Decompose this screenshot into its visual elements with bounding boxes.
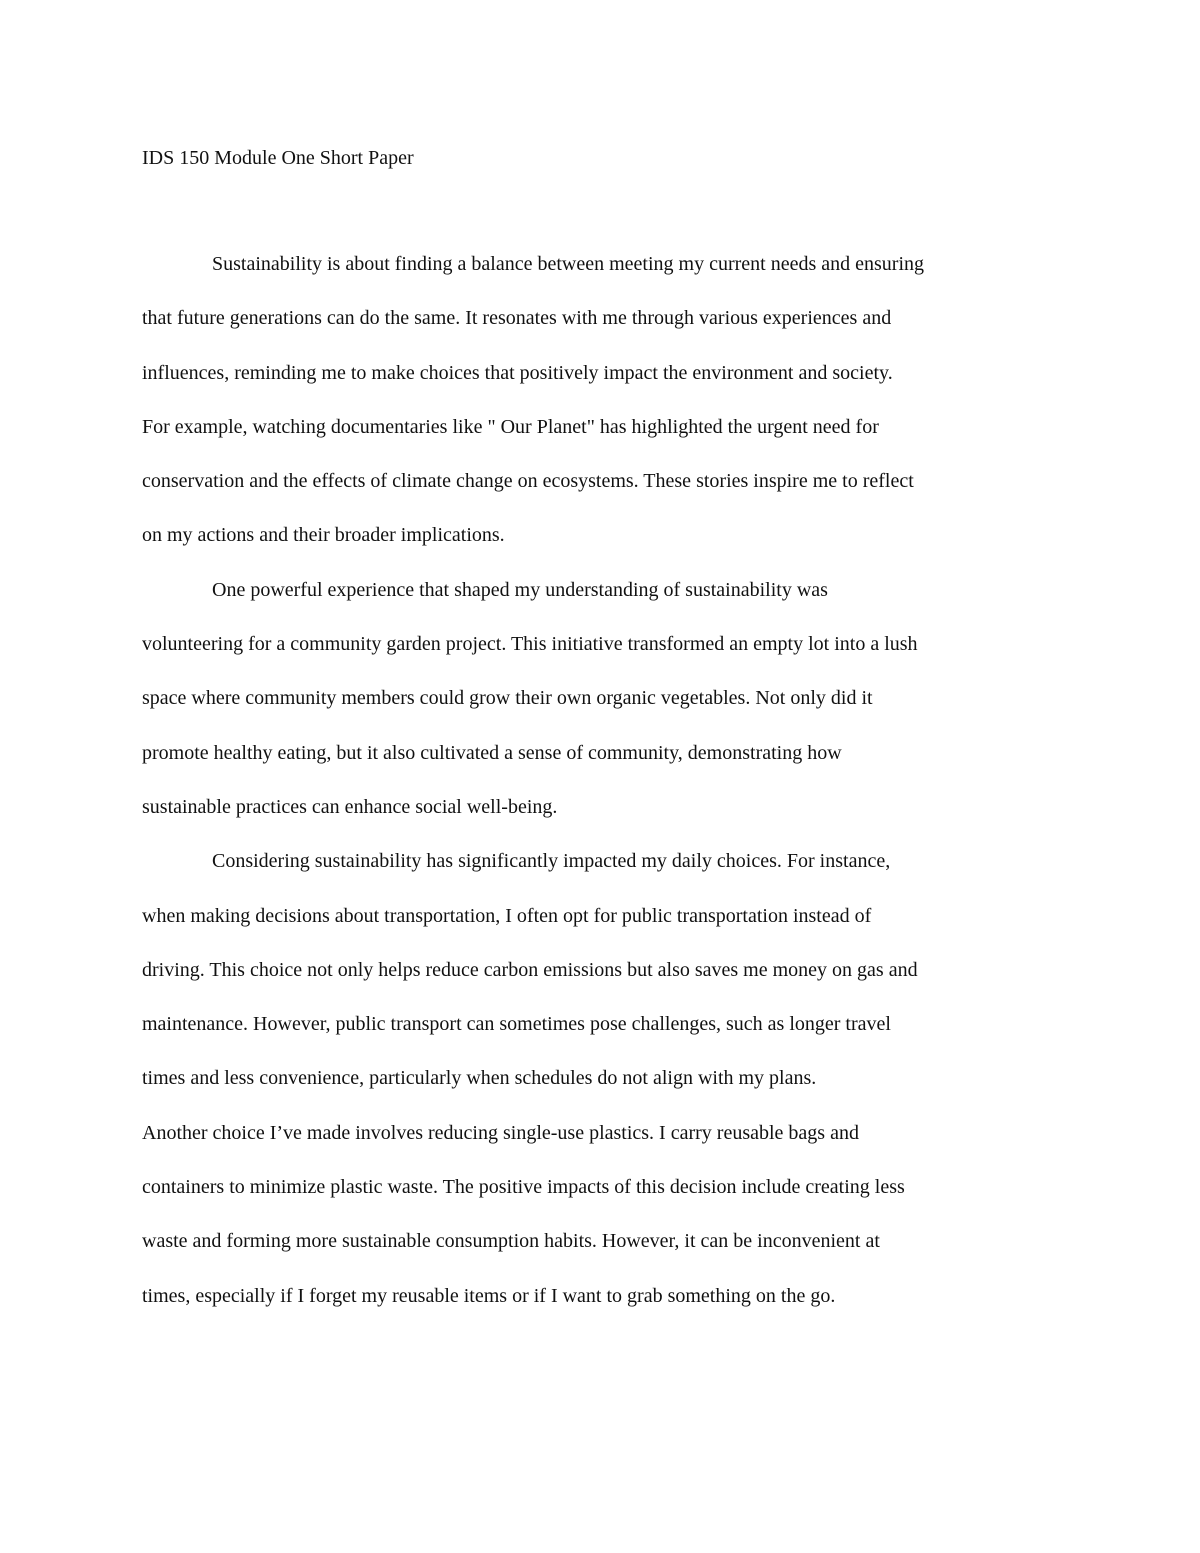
paragraph-3-line-4: maintenance. However, public transport can sometimes pose challenges, such as longer travel xyxy=(142,1013,891,1036)
paragraph-1-line-5: conservation and the effects of climate change on ecosystems. These stories inspire me to reflect xyxy=(142,470,914,493)
paragraph-2-line-3: space where community members could grow their own organic vegetables. Not only did it xyxy=(142,687,873,710)
paragraph-4-line-1: Another choice I’ve made involves reducing single-use plastics. I carry reusable bags and xyxy=(142,1121,859,1144)
paragraph-1-line-1: Sustainability is about finding a balance between meeting my current needs and ensuring xyxy=(212,253,925,275)
paragraph-3-line-2: when making decisions about transportation, I often opt for public transportation instead of xyxy=(142,904,872,927)
paragraph-2-line-4: promote healthy eating, but it also cultivated a sense of community, demonstrating how xyxy=(142,741,842,764)
paragraph-1-line-3: influences, reminding me to make choices that positively impact the environment and society. xyxy=(142,361,893,384)
paragraph-2-line-5: sustainable practices can enhance social well-being. xyxy=(142,795,558,818)
paragraph-1-line-4: For example, watching documentaries like " Our Planet" has highlighted the urgent need for xyxy=(142,415,879,438)
paragraph-3-line-3: driving. This choice not only helps reduce carbon emissions but also saves me money on gas and xyxy=(142,958,918,981)
paragraph-1-line-2: that future generations can do the same. It resonates with me through various experiences and xyxy=(142,307,892,330)
paper-title: IDS 150 Module One Short Paper xyxy=(142,147,414,169)
paragraph-3-line-5: times and less convenience, particularly when schedules do not align with my plans. xyxy=(142,1067,817,1090)
paragraph-4-line-2: containers to minimize plastic waste. The positive impacts of this decision include creating less xyxy=(142,1176,905,1199)
paper-body xyxy=(142,250,1062,1336)
paragraph-2-line-1: One powerful experience that shaped my understanding of sustainability was xyxy=(212,578,828,601)
paragraph-4-line-3: waste and forming more sustainable consumption habits. However, it can be inconvenient at xyxy=(142,1230,880,1253)
paragraph-3-line-1: Considering sustainability has significantly impacted my daily choices. For instance, xyxy=(212,850,891,873)
paragraph-2-line-2: volunteering for a community garden project. This initiative transformed an empty lot into a lush xyxy=(142,633,918,656)
paragraph-4-line-4: times, especially if I forget my reusable items or if I want to grab something on the go. xyxy=(142,1284,836,1307)
paragraph-1-line-6: on my actions and their broader implications. xyxy=(142,524,505,547)
